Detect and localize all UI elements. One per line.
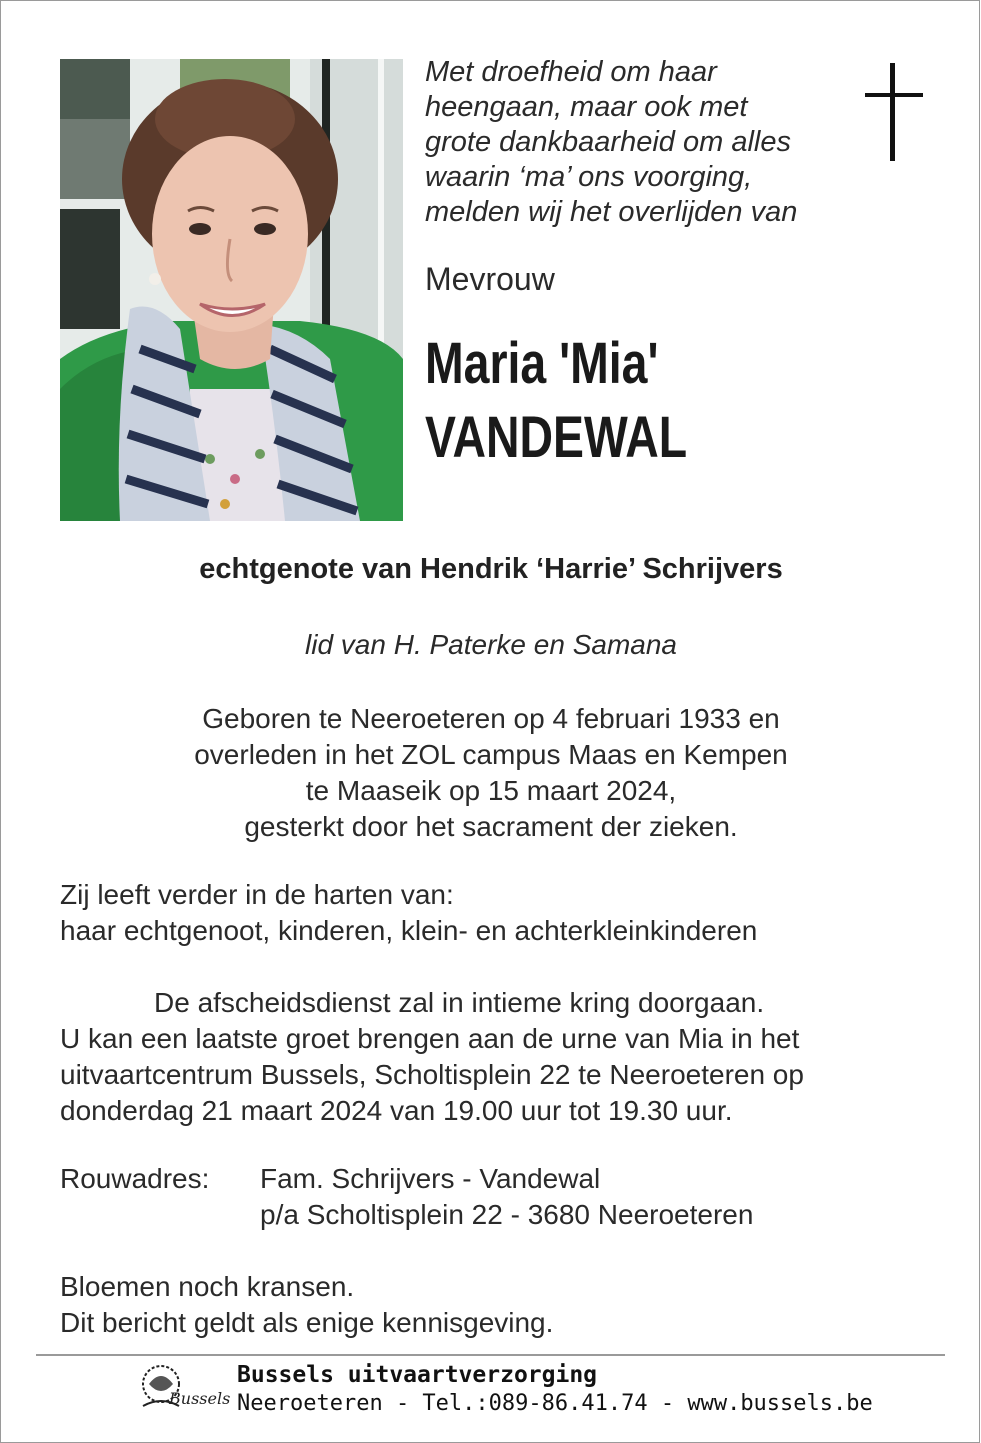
logo-text: Bussels [169,1389,231,1408]
company-name: Bussels uitvaartverzorging [237,1362,598,1388]
intro-line: waarin ‘ma’ ons voorging, [425,161,753,193]
closing-line: Dit bericht geldt als enige kennisgeving. [60,1307,554,1338]
intro-line: grote dankbaarheid om alles [425,126,791,158]
address-spacer [60,1197,260,1233]
address-line-1: Fam. Schrijvers - Vandewal [260,1163,601,1194]
membership-line: lid van H. Paterke en Samana [305,629,677,660]
service-line: donderdag 21 maart 2024 van 19.00 uur tot 19.30 uur. [60,1095,733,1126]
service-line: U kan een laatste groet brengen aan de urne van Mia in het [60,1023,800,1054]
birth-line: overleden in het ZOL campus Maas en Kempen [194,739,788,770]
name-line-2: VANDEWAL [425,405,688,470]
address-row [60,1161,753,1197]
portrait-illustration [60,59,403,521]
intro-text [425,55,845,230]
honorific: Mevrouw [425,261,555,297]
service-line: De afscheidsdienst zal in intieme kring doorgaan. [154,987,765,1018]
address-line-2: p/a Scholtisplein 22 - 3680 Neeroeteren [260,1199,754,1230]
intro-line: Met droefheid om haar [425,56,717,88]
birth-line: Geboren te Neeroeteren op 4 februari 1933 en [202,703,780,734]
portrait-photo [60,59,403,521]
intro-line: melden wij het overlijden van [425,196,798,228]
bussels-logo [133,1362,231,1420]
closing-paragraph [60,1269,553,1341]
closing-line: Bloemen noch kransen. [60,1271,355,1302]
survivors-line: haar echtgenoot, kinderen, klein- en achterkleinkinderen [60,915,758,946]
cross-icon [865,63,923,161]
birth-line: gesterkt door het sacrament der zieken. [244,811,738,842]
footer-divider [36,1354,945,1356]
name-line-1: Maria 'Mia' [425,331,659,396]
service-line: uitvaartcentrum Bussels, Scholtisplein 22 te Neeroeteren op [60,1059,804,1090]
survivors-line: Zij leeft verder in de harten van: [60,879,454,910]
birth-death-paragraph [1,701,981,845]
birth-line: te Maaseik op 15 maart 2024, [305,775,677,806]
mourning-address [60,1161,753,1233]
survivors-paragraph [60,877,757,949]
company-contact: Neeroeteren - Tel.:089-86.41.74 - www.bussels.be [237,1391,873,1416]
spouse-line: echtgenote van Hendrik ‘Harrie’ Schrijvers [199,553,783,585]
address-label: Rouwadres: [60,1163,210,1194]
service-paragraph [60,985,804,1129]
intro-line: heengaan, maar ook met [425,91,748,123]
address-row [60,1197,753,1233]
deceased-name [425,327,687,475]
